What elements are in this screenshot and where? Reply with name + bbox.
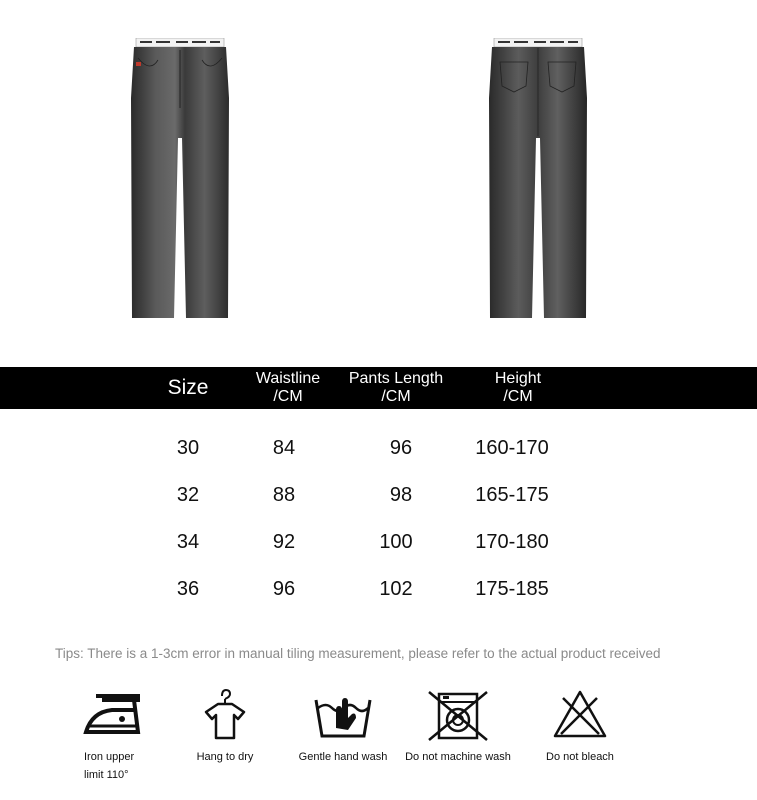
table-row [0, 519, 757, 566]
cell-waistline: 88 [272, 484, 296, 506]
cell-height: 170-180 [475, 531, 549, 553]
header-height: Height /CM [494, 370, 542, 405]
table-row [0, 425, 757, 472]
cell-height: 175-185 [475, 578, 549, 600]
hand-wash-icon [312, 688, 374, 742]
no-bleach-icon [549, 688, 611, 742]
cell-height: 160-170 [475, 437, 549, 459]
care-no-machine-wash [393, 688, 523, 766]
care-iron [50, 688, 170, 784]
tips-note: Tips: There is a 1-3cm error in manual tiling measurement, please refer to the actual product received [55, 646, 661, 661]
cell-size: 36 [176, 578, 200, 600]
header-waistline: Waistline /CM [255, 370, 321, 405]
hang-dry-icon [194, 688, 256, 742]
care-hand-wash [278, 688, 408, 766]
cell-waistline: 84 [272, 437, 296, 459]
cell-pants-length: 102 [379, 578, 413, 600]
table-row [0, 566, 757, 613]
care-iron-label-1: Iron upper [84, 751, 135, 763]
cell-height: 165-175 [475, 484, 549, 506]
care-no-machine-wash-label: Do not machine wash [405, 751, 511, 763]
cell-pants-length: 96 [389, 437, 413, 459]
care-iron-label-2: limit 110° [84, 769, 129, 781]
jeans-back-image [488, 38, 588, 320]
header-pants-length: Pants Length /CM [348, 370, 444, 405]
cell-pants-length: 100 [379, 531, 413, 553]
cell-size: 34 [176, 531, 200, 553]
size-chart-header [0, 367, 757, 409]
header-size: Size [167, 376, 209, 399]
cell-pants-length: 98 [389, 484, 413, 506]
cell-waistline: 92 [272, 531, 296, 553]
care-no-bleach-label: Do not bleach [546, 751, 614, 763]
jeans-front-image [130, 38, 230, 320]
no-machine-wash-icon [427, 688, 489, 742]
iron-icon [82, 688, 144, 742]
table-row [0, 472, 757, 519]
care-hand-wash-label: Gentle hand wash [298, 751, 388, 763]
product-photos [0, 0, 757, 360]
care-hang-dry-label: Hang to dry [196, 751, 254, 763]
cell-size: 32 [176, 484, 200, 506]
care-no-bleach [515, 688, 645, 766]
cell-size: 30 [176, 437, 200, 459]
cell-waistline: 96 [272, 578, 296, 600]
care-hang-dry [160, 688, 290, 766]
